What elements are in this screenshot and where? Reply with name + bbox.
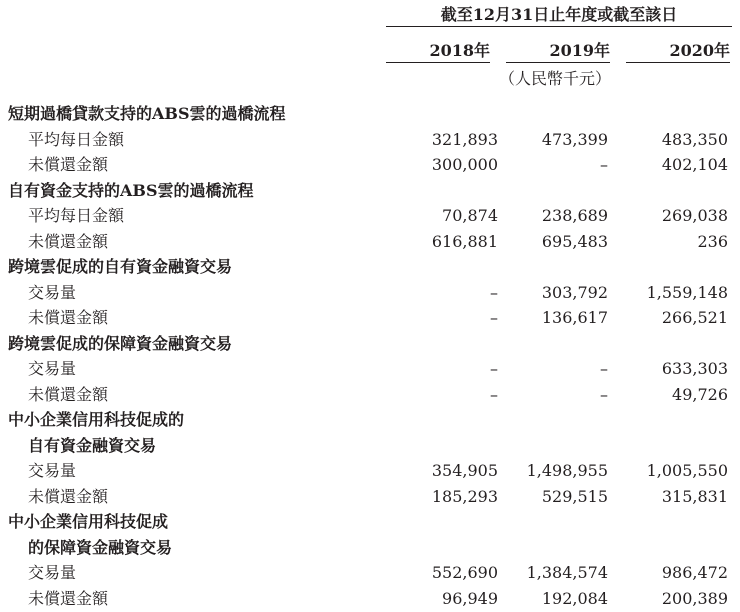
table-cell: 238,689	[541, 206, 608, 225]
table-cell: –	[600, 384, 608, 404]
table-cell: –	[490, 359, 498, 378]
table-cell: 266,521	[661, 308, 728, 327]
section-header-row	[0, 433, 740, 459]
section-header-row	[0, 101, 740, 127]
section-header-row	[0, 535, 740, 561]
table-cell: 529,515	[541, 486, 608, 506]
section-label: 跨境雲促成的保障資金融資交易	[8, 333, 233, 353]
table-row	[0, 280, 740, 306]
row-label: 未償還金額	[28, 155, 109, 174]
table-cell: 1,498,955	[526, 461, 608, 480]
row-label: 交易量	[28, 282, 77, 302]
table-cell: 192,084	[541, 588, 608, 608]
table-cell: 96,949	[442, 588, 498, 608]
table-cell: 1,384,574	[526, 563, 608, 582]
row-label: 未償還金額	[28, 384, 109, 404]
table-cell: 552,690	[431, 563, 498, 582]
row-label: 未償還金額	[28, 308, 109, 327]
table-cell: 1,005,550	[646, 461, 728, 480]
row-label: 平均每日金額	[28, 206, 125, 225]
section-header-row	[0, 331, 740, 357]
table-cell: –	[490, 282, 498, 302]
column-header-2019: 2019年	[506, 40, 610, 63]
table-cell: –	[490, 308, 498, 327]
section-label: 自有資金融資交易	[28, 435, 157, 455]
table-row	[0, 586, 740, 612]
table-row	[0, 458, 740, 484]
table-cell: 315,831	[661, 486, 728, 506]
section-label: 短期過橋貸款支持的ABS雲的過橋流程	[8, 104, 286, 123]
table-cell: 303,792	[541, 282, 608, 302]
table-cell: 695,483	[541, 231, 608, 251]
table-row	[0, 484, 740, 510]
section-label: 的保障資金融資交易	[28, 537, 173, 557]
column-header-2020: 2020年	[626, 40, 730, 63]
table-cell: 236	[697, 231, 728, 251]
table-row	[0, 152, 740, 178]
row-label: 交易量	[28, 461, 77, 480]
table-cell: –	[600, 155, 608, 174]
table-cell: 200,389	[661, 588, 728, 608]
section-label: 中小企業信用科技促成的	[8, 410, 185, 429]
table-cell: 185,293	[431, 486, 498, 506]
section-label: 跨境雲促成的自有資金融資交易	[8, 257, 233, 276]
row-label: 交易量	[28, 359, 77, 378]
section-label: 中小企業信用科技促成	[8, 512, 169, 531]
table-cell: 70,874	[442, 206, 498, 225]
section-header-row	[0, 509, 740, 535]
table-cell: 986,472	[661, 563, 728, 582]
section-header-row	[0, 178, 740, 204]
section-header-row	[0, 407, 740, 433]
table-cell: 483,350	[661, 129, 728, 149]
table-cell: 616,881	[431, 231, 498, 251]
table-cell: 354,905	[431, 461, 498, 480]
table-cell: 136,617	[541, 308, 608, 327]
table-row	[0, 305, 740, 331]
table-row	[0, 203, 740, 229]
section-header-row	[0, 254, 740, 280]
table-cell: –	[490, 384, 498, 404]
table-cell: 1,559,148	[646, 282, 728, 302]
column-header-2018: 2018年	[386, 40, 490, 63]
row-label: 未償還金額	[28, 231, 109, 251]
table-row	[0, 229, 740, 255]
row-label: 交易量	[28, 563, 77, 582]
section-label: 自有資金支持的ABS雲的過橋流程	[8, 180, 254, 200]
table-cell: 300,000	[431, 155, 498, 174]
table-cell: 49,726	[672, 384, 728, 404]
table-cell: 321,893	[431, 129, 498, 149]
table-row	[0, 127, 740, 153]
unit-label: （人民幣千元）	[498, 69, 611, 88]
table-cell: 269,038	[661, 206, 728, 225]
table-cell: 402,104	[661, 155, 728, 174]
table-cell: 473,399	[541, 129, 608, 149]
table-cell: –	[600, 359, 608, 378]
table-header-title: 截至12月31日止年度或截至該日	[386, 4, 732, 27]
row-label: 平均每日金額	[28, 129, 125, 149]
row-label: 未償還金額	[28, 486, 109, 506]
row-label: 未償還金額	[28, 588, 109, 608]
table-row	[0, 356, 740, 382]
table-row	[0, 560, 740, 586]
table-row	[0, 382, 740, 408]
table-cell: 633,303	[661, 359, 728, 378]
